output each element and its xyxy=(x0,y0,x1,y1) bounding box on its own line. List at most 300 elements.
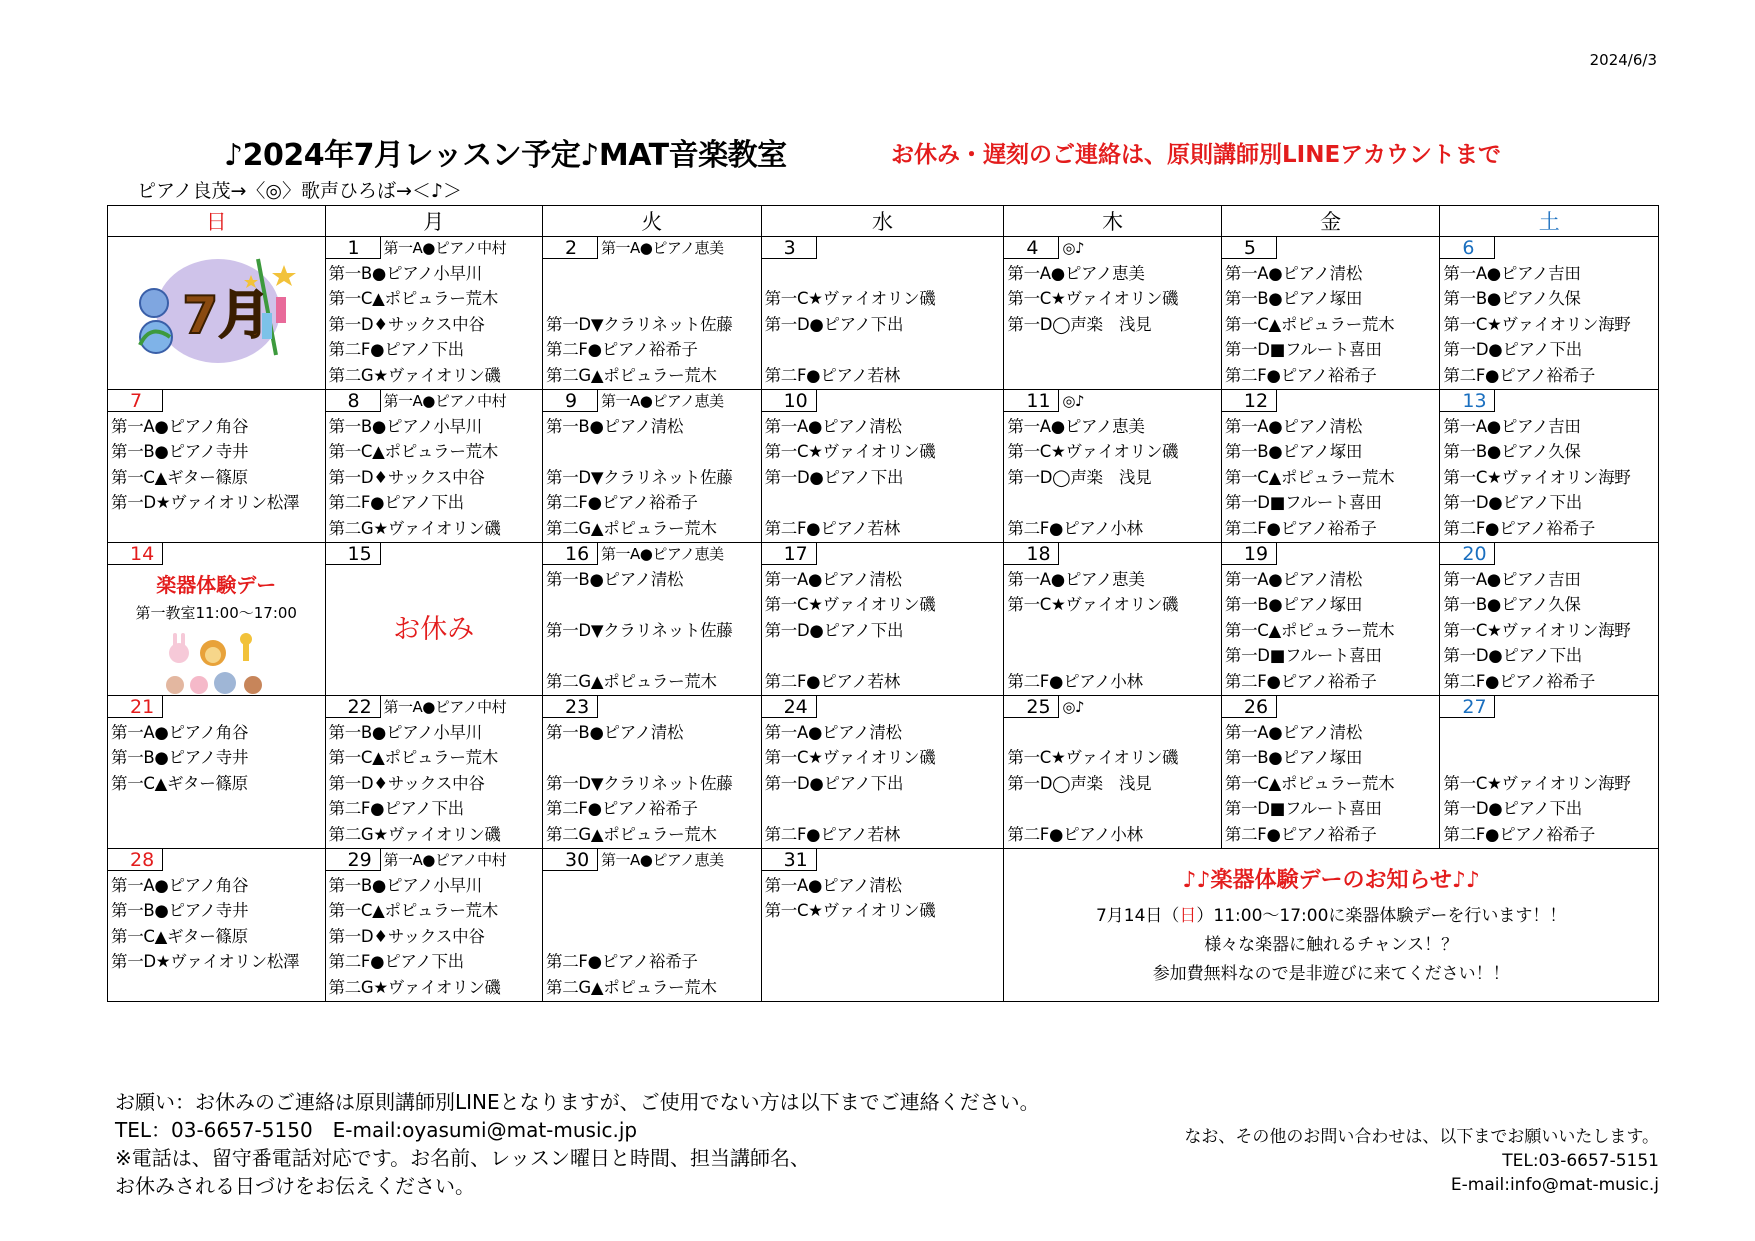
lesson-entry: 第一B●ピアノ久保 xyxy=(1443,595,1581,614)
footer-line: お休みされる日づけをお伝えください。 xyxy=(115,1174,475,1198)
lesson-entry: 第一A●ピアノ恵美 xyxy=(601,545,724,563)
calendar-week xyxy=(108,390,1659,543)
calendar-day xyxy=(1221,696,1440,849)
lesson-entry: 第一A●ピアノ中村 xyxy=(383,698,507,716)
day-number: 6 xyxy=(1440,237,1495,259)
day-cell xyxy=(543,390,761,542)
lesson-entry: 第一A●ピアノ角谷 xyxy=(111,417,249,436)
lesson-entry: 第一B●ピアノ小早川 xyxy=(328,264,482,283)
day-number: 16 xyxy=(543,543,598,565)
lesson-list xyxy=(1440,568,1658,694)
lesson-entry: 第一C▲ギター篠原 xyxy=(111,773,248,793)
day-number: 17 xyxy=(762,543,817,565)
lesson-entry: 第二F●ピアノ若林 xyxy=(764,365,900,385)
calendar-day xyxy=(1221,543,1440,696)
lesson-entry: 第二F●ピアノ下出 xyxy=(328,493,464,512)
lesson-entry xyxy=(1004,363,1221,389)
lesson-entry xyxy=(108,516,325,542)
lesson-entry: 第一A●ピアノ角谷 xyxy=(111,876,249,895)
lesson-entry xyxy=(108,822,325,848)
lesson-list xyxy=(543,568,761,694)
info-text: 7月14日（ xyxy=(1095,906,1180,926)
lesson-entry: 第一D■フルート喜田 xyxy=(1224,799,1382,818)
weekday-sat: 土 xyxy=(1440,206,1659,237)
day-cell xyxy=(762,543,1004,695)
info-day: 日 xyxy=(1179,906,1197,926)
lesson-entry: 第一B●ピアノ久保 xyxy=(1443,289,1581,308)
day-number: 10 xyxy=(762,390,817,412)
calendar-day xyxy=(543,543,762,696)
day-number: 12 xyxy=(1222,390,1277,412)
lesson-entry xyxy=(762,643,1004,669)
footer-contact xyxy=(115,1088,1040,1200)
lesson-entry: 第一C★ヴァイオリン磯 xyxy=(764,748,936,767)
lesson-entry: 第一A●ピアノ恵美 xyxy=(601,239,724,257)
lesson-list xyxy=(1440,721,1658,847)
day-number: 1 xyxy=(326,237,381,259)
lesson-entry xyxy=(108,796,325,822)
lesson-entry: 第二F●ピアノ下出 xyxy=(328,952,464,971)
lesson-entry: 第二F●ピアノ裕希子 xyxy=(546,952,698,971)
lesson-entry xyxy=(108,975,325,1001)
info-box-content xyxy=(1004,849,1658,989)
lesson-list xyxy=(1440,262,1658,388)
day-cell xyxy=(543,696,761,848)
lesson-entry: 第二F●ピアノ小林 xyxy=(1007,518,1143,538)
lesson-list xyxy=(326,415,543,541)
day-cell xyxy=(326,849,543,1001)
info-box xyxy=(1004,849,1659,1002)
lesson-entry: 第一C▲ポピュラー荒木 xyxy=(1224,314,1395,334)
lesson-entry: 第一B●ピアノ久保 xyxy=(1443,442,1581,461)
lesson-entry: 第二G▲ポピュラー荒木 xyxy=(546,671,717,691)
lesson-entry: 第二F●ピアノ下出 xyxy=(328,799,464,818)
lesson-list xyxy=(1004,721,1221,847)
lesson-entry: 第一D■フルート喜田 xyxy=(1224,340,1382,359)
info-line xyxy=(1004,902,1658,931)
day-header xyxy=(543,390,761,414)
day-cell xyxy=(108,390,325,542)
lesson-entry: 第一B●ピアノ塚田 xyxy=(1224,595,1363,614)
day-header xyxy=(1440,696,1658,720)
lesson-entry: 第一D■フルート喜田 xyxy=(1224,493,1382,512)
calendar-week xyxy=(108,696,1659,849)
day-header xyxy=(1222,237,1440,261)
lesson-entry: 第一C▲ギター篠原 xyxy=(111,467,248,487)
calendar-day xyxy=(1221,390,1440,543)
lesson-entry: 第一C★ヴァイオリン磯 xyxy=(1007,289,1179,308)
lesson-list xyxy=(762,874,1004,1000)
lesson-list xyxy=(762,568,1004,694)
lesson-list xyxy=(1004,262,1221,388)
lesson-list xyxy=(1222,415,1440,541)
lesson-entry: 第二F●ピアノ裕希子 xyxy=(546,340,698,359)
lesson-entry: 第一C▲ポピュラー荒木 xyxy=(1224,620,1395,640)
lesson-entry: 第二F●ピアノ若林 xyxy=(764,824,900,844)
day-header xyxy=(1440,390,1658,414)
event-title: 楽器体験デー xyxy=(156,573,277,597)
lesson-entry: 第一D▼クラリネット佐藤 xyxy=(546,467,733,487)
weekday-wed: 水 xyxy=(761,206,1004,237)
lesson-entry: 第二G▲ポピュラー荒木 xyxy=(546,518,717,538)
lesson-list xyxy=(762,721,1004,847)
footer-right-line: なお、その他のお問い合わせは、以下までお願いいたします。 xyxy=(1184,1127,1659,1147)
lesson-entry xyxy=(1004,796,1221,822)
day-number: 30 xyxy=(543,849,598,871)
lesson-entry xyxy=(543,286,761,312)
page-title: ♪2024年7月レッスン予定♪MAT音楽教室 xyxy=(224,138,787,173)
day-cell xyxy=(1440,543,1658,695)
lesson-entry: 第一A●ピアノ恵美 xyxy=(601,392,724,410)
calendar-day xyxy=(543,849,762,1002)
lesson-entry: 第二F●ピアノ裕希子 xyxy=(1443,671,1595,691)
calendar-day xyxy=(325,237,543,390)
day-header xyxy=(543,696,761,720)
lesson-entry xyxy=(1004,618,1221,644)
day-number: 28 xyxy=(108,849,163,871)
day-cell xyxy=(326,390,543,542)
day-header xyxy=(326,696,543,720)
lesson-entry: 第一D♦サックス中谷 xyxy=(328,773,485,793)
day-number: 13 xyxy=(1440,390,1495,412)
calendar-day xyxy=(761,237,1004,390)
day-cell xyxy=(108,696,325,848)
weekday-tue: 火 xyxy=(543,206,762,237)
day-number: 8 xyxy=(326,390,381,412)
day-header xyxy=(326,543,543,567)
lesson-entry xyxy=(1004,721,1221,745)
lesson-list xyxy=(1004,415,1221,541)
day-header xyxy=(108,849,325,873)
lesson-entry: 第一C★ヴァイオリン磯 xyxy=(764,442,936,461)
lesson-entry: 第二G★ヴァイオリン磯 xyxy=(328,365,501,385)
lesson-list xyxy=(543,262,761,388)
calendar-day xyxy=(1221,237,1440,390)
lesson-entry: 第二G★ヴァイオリン磯 xyxy=(328,977,501,997)
lesson-entry: 第一A●ピアノ清松 xyxy=(1224,723,1363,742)
lesson-list xyxy=(762,262,1004,388)
lesson-entry xyxy=(762,262,1004,286)
weekday-fri: 金 xyxy=(1221,206,1440,237)
calendar-day xyxy=(543,237,762,390)
lesson-entry: 第一C▲ギター篠原 xyxy=(111,926,248,946)
lesson-calendar xyxy=(107,205,1659,1002)
day-number: 5 xyxy=(1222,237,1277,259)
lesson-entry: 第二F●ピアノ裕希子 xyxy=(1224,824,1377,844)
lesson-entry: 第一D▼クラリネット佐藤 xyxy=(546,620,733,640)
day-cell xyxy=(108,237,325,389)
lesson-entry: 第一C★ヴァイオリン磯 xyxy=(1007,595,1179,614)
lesson-entry xyxy=(762,924,1004,950)
lesson-entry: 第一C★ヴァイオリン磯 xyxy=(764,595,936,614)
day-number: 3 xyxy=(762,237,817,259)
lesson-entry: 第一A●ピアノ角谷 xyxy=(111,723,249,742)
day-number: 20 xyxy=(1440,543,1495,565)
lesson-entry: 第一B●ピアノ小早川 xyxy=(328,723,482,742)
lesson-entry xyxy=(543,745,761,771)
lesson-entry: 第一A●ピアノ清松 xyxy=(1224,264,1363,283)
weekday-header-row xyxy=(108,206,1659,237)
lesson-entry: 第一D▼クラリネット佐藤 xyxy=(546,314,733,334)
lesson-entry xyxy=(1440,721,1658,745)
lesson-entry: 第二F●ピアノ若林 xyxy=(764,518,900,538)
day-cell xyxy=(326,696,543,848)
calendar-day xyxy=(108,849,326,1002)
lesson-entry: 第一C▲ポピュラー荒木 xyxy=(328,289,498,308)
calendar-day xyxy=(761,543,1004,696)
lesson-entry: 第一B●ピアノ清松 xyxy=(546,570,684,589)
lesson-entry: 第一D♦サックス中谷 xyxy=(328,467,485,487)
lesson-entry: 第一C▲ポピュラー荒木 xyxy=(328,748,498,767)
lesson-entry: 第一D◯声楽 浅見 xyxy=(1007,773,1152,793)
lesson-entry: 第一C★ヴァイオリン海野 xyxy=(1443,773,1631,793)
day-header xyxy=(108,543,325,567)
day-cell xyxy=(108,543,325,695)
lesson-entry: 第二F●ピアノ裕希子 xyxy=(1224,671,1377,691)
lesson-entry: 第二F●ピアノ裕希子 xyxy=(546,493,698,512)
lesson-entry: 第一B●ピアノ小早川 xyxy=(328,876,482,895)
calendar-day xyxy=(1440,696,1659,849)
lesson-entry xyxy=(543,924,761,950)
day-number: 29 xyxy=(326,849,381,871)
day-cell xyxy=(1222,237,1440,389)
day-cell xyxy=(762,849,1004,1001)
lesson-list xyxy=(543,874,761,1000)
lesson-entry: 第一A●ピアノ中村 xyxy=(383,392,507,410)
lesson-entry xyxy=(762,796,1004,822)
lesson-entry: 第一C★ヴァイオリン磯 xyxy=(764,901,936,920)
lesson-entry: 第一D●ピアノ下出 xyxy=(764,314,904,334)
info-text: ）11:00～17:00に楽器体験デーを行います！！ xyxy=(1196,906,1567,926)
calendar-day xyxy=(108,390,326,543)
day-header xyxy=(108,696,325,720)
lesson-entry: 第一A●ピアノ恵美 xyxy=(1007,570,1145,589)
lesson-entry: 第一B●ピアノ塚田 xyxy=(1224,289,1363,308)
contact-notice: お休み・遅刻のご連絡は、原則講師別LINEアカウントまで xyxy=(891,142,1501,168)
day-cell xyxy=(108,849,325,1001)
lesson-entry: 第一D★ヴァイオリン松澤 xyxy=(111,952,300,971)
lesson-list xyxy=(1440,415,1658,541)
lesson-entry xyxy=(1004,337,1221,363)
day-header xyxy=(1440,543,1658,567)
calendar-day xyxy=(1004,237,1222,390)
lesson-entry: 第二F●ピアノ下出 xyxy=(328,340,464,359)
lesson-entry xyxy=(762,337,1004,363)
day-header xyxy=(762,237,1004,261)
lesson-entry: ◎♪ xyxy=(1062,698,1085,716)
day-cell xyxy=(1222,543,1440,695)
event-time: 第一教室11:00～17:00 xyxy=(135,604,297,622)
day-cell xyxy=(1440,696,1658,848)
lesson-entry: 第一A●ピアノ清松 xyxy=(764,876,902,895)
lesson-entry: 第二G★ヴァイオリン磯 xyxy=(328,824,501,844)
lesson-entry: 第一B●ピアノ清松 xyxy=(546,723,684,742)
day-number: 4 xyxy=(1004,237,1059,259)
day-header xyxy=(1222,696,1440,720)
lesson-entry: 第一B●ピアノ小早川 xyxy=(328,417,482,436)
lesson-entry: 第一D●ピアノ下出 xyxy=(1443,646,1583,665)
day-cell xyxy=(1440,237,1658,389)
lesson-entry xyxy=(1440,745,1658,771)
day-header xyxy=(762,696,1004,720)
calendar-day xyxy=(108,237,326,390)
calendar-day xyxy=(543,390,762,543)
day-header xyxy=(543,237,761,261)
footer-line: TEL：03-6657-5150 E-mail:oyasumi@mat-music.jp xyxy=(115,1118,638,1142)
lesson-entry: 第一C★ヴァイオリン海野 xyxy=(1443,467,1631,487)
lesson-entry: ◎♪ xyxy=(1062,239,1085,257)
day-header xyxy=(326,390,543,414)
lesson-entry: 第二F●ピアノ裕希子 xyxy=(1224,518,1377,538)
day-cell xyxy=(762,390,1004,542)
footer-inquiry xyxy=(1184,1125,1659,1197)
day-cell xyxy=(1004,696,1221,848)
july-illustration xyxy=(126,245,306,373)
lesson-entry: 第一D▼クラリネット佐藤 xyxy=(546,773,733,793)
day-header xyxy=(1222,390,1440,414)
day-header xyxy=(1004,390,1221,414)
day-header xyxy=(543,849,761,873)
lesson-list xyxy=(1222,262,1440,388)
day-number: 9 xyxy=(543,390,598,412)
lesson-entry: 第一B●ピアノ寺井 xyxy=(111,901,249,920)
day-header xyxy=(1222,543,1440,567)
lesson-entry: 第一C★ヴァイオリン海野 xyxy=(1443,314,1631,334)
lesson-entry xyxy=(543,592,761,618)
day-cell xyxy=(1004,390,1221,542)
calendar-day xyxy=(108,696,326,849)
day-cell xyxy=(1004,237,1221,389)
day-cell xyxy=(762,237,1004,389)
day-cell xyxy=(1440,390,1658,542)
calendar-day xyxy=(1440,237,1659,390)
lesson-entry: 第一D♦サックス中谷 xyxy=(328,926,485,946)
lesson-entry: 第一B●ピアノ寺井 xyxy=(111,748,249,767)
lesson-entry: 第一A●ピアノ恵美 xyxy=(601,851,724,869)
lesson-entry: 第一A●ピアノ吉田 xyxy=(1443,417,1581,436)
lesson-entry: 第一C★ヴァイオリン磯 xyxy=(1007,442,1179,461)
calendar-day xyxy=(1004,390,1222,543)
lesson-entry: 第一A●ピアノ清松 xyxy=(764,570,902,589)
lesson-entry: 第一A●ピアノ恵美 xyxy=(1007,417,1145,436)
calendar-day xyxy=(1440,543,1659,696)
lesson-list xyxy=(543,415,761,541)
lesson-entry: 第二F●ピアノ裕希子 xyxy=(1443,365,1595,385)
lesson-entry: 第一C★ヴァイオリン海野 xyxy=(1443,620,1631,640)
lesson-entry: 第一D★ヴァイオリン松澤 xyxy=(111,493,300,512)
day-cell xyxy=(543,849,761,1001)
lesson-entry: 第一B●ピアノ寺井 xyxy=(111,442,249,461)
footer-right-line: E-mail:info@mat-music.j xyxy=(1450,1175,1659,1195)
day-header xyxy=(108,390,325,414)
lesson-entry: 第一D●ピアノ下出 xyxy=(1443,799,1583,818)
lesson-entry xyxy=(762,949,1004,975)
document-date: 2024/6/3 xyxy=(1589,51,1657,69)
day-header xyxy=(326,237,543,261)
lesson-entry: ◎♪ xyxy=(1062,392,1085,410)
lesson-entry: 第一C▲ポピュラー荒木 xyxy=(1224,773,1395,793)
lesson-entry: 第二F●ピアノ裕希子 xyxy=(546,799,698,818)
lesson-list xyxy=(1222,721,1440,847)
lesson-list xyxy=(326,262,543,388)
lesson-entry xyxy=(762,975,1004,1001)
info-title: ♪♪楽器体験デーのお知らせ♪♪ xyxy=(1182,868,1480,893)
lesson-entry: 第二F●ピアノ裕希子 xyxy=(1224,365,1377,385)
day-number: 18 xyxy=(1004,543,1059,565)
lesson-entry: 第二F●ピアノ小林 xyxy=(1007,824,1143,844)
calendar-week xyxy=(108,543,1659,696)
day-cell xyxy=(326,237,543,389)
info-line: 参加費無料なので是非遊びに来てください！！ xyxy=(1152,964,1510,984)
lesson-entry: 第一A●ピアノ清松 xyxy=(764,417,902,436)
lesson-entry: 第一D●ピアノ下出 xyxy=(1443,493,1583,512)
calendar-day xyxy=(761,849,1004,1002)
lesson-entry: 第一D■フルート喜田 xyxy=(1224,646,1382,665)
calendar-day xyxy=(325,696,543,849)
lesson-entry xyxy=(762,490,1004,516)
lesson-entry: 第二G▲ポピュラー荒木 xyxy=(546,977,717,997)
day-header xyxy=(326,849,543,873)
lesson-entry: 第一A●ピアノ清松 xyxy=(1224,417,1363,436)
calendar-day xyxy=(1004,543,1222,696)
lesson-entry: 第一D◯声楽 浅見 xyxy=(1007,467,1152,487)
day-header xyxy=(1004,543,1221,567)
lesson-list xyxy=(326,874,543,1000)
lesson-entry: 第一B●ピアノ塚田 xyxy=(1224,748,1363,767)
lesson-entry: 第一D●ピアノ下出 xyxy=(764,467,904,487)
day-number: 2 xyxy=(543,237,598,259)
lesson-entry: 第二F●ピアノ裕希子 xyxy=(1443,518,1595,538)
day-cell xyxy=(1222,390,1440,542)
lesson-entry xyxy=(1004,643,1221,669)
lesson-entry xyxy=(543,262,761,286)
day-number: 24 xyxy=(762,696,817,718)
day-header xyxy=(762,849,1004,873)
lesson-entry: 第一C▲ポピュラー荒木 xyxy=(1224,467,1395,487)
lesson-entry: 第一C★ヴァイオリン磯 xyxy=(1007,748,1179,767)
weekday-thu: 木 xyxy=(1004,206,1222,237)
weekday-mon: 月 xyxy=(325,206,543,237)
day-header xyxy=(1440,237,1658,261)
lesson-entry: 第二G★ヴァイオリン磯 xyxy=(328,518,501,538)
weekday-sun: 日 xyxy=(108,206,326,237)
calendar-day xyxy=(108,543,326,696)
day-number: 22 xyxy=(326,696,381,718)
lesson-entry: 第一A●ピアノ清松 xyxy=(1224,570,1363,589)
holiday-label: お休み xyxy=(393,614,475,645)
july-badge: 7月 xyxy=(182,286,271,346)
lesson-list xyxy=(108,415,325,541)
day-number: 23 xyxy=(543,696,598,718)
lesson-entry: 第一A●ピアノ吉田 xyxy=(1443,570,1581,589)
legend-line: ピアノ良茂→〈◎〉歌声ひろば→＜♪＞ xyxy=(137,180,463,202)
lesson-entry: 第一D●ピアノ下出 xyxy=(764,773,904,793)
lesson-entry: 第一D◯声楽 浅見 xyxy=(1007,314,1152,334)
lesson-entry: 第一C▲ポピュラー荒木 xyxy=(328,901,498,920)
lesson-entry xyxy=(543,898,761,924)
calendar-day xyxy=(761,390,1004,543)
lesson-entry: 第二F●ピアノ小林 xyxy=(1007,671,1143,691)
lesson-list xyxy=(326,721,543,847)
calendar-day xyxy=(1004,696,1222,849)
lesson-entry xyxy=(1004,490,1221,516)
day-cell xyxy=(762,696,1004,848)
calendar-day xyxy=(325,849,543,1002)
day-number: 11 xyxy=(1004,390,1059,412)
lesson-entry: 第一B●ピアノ清松 xyxy=(546,417,684,436)
lesson-list xyxy=(108,874,325,1000)
lesson-list xyxy=(108,721,325,847)
